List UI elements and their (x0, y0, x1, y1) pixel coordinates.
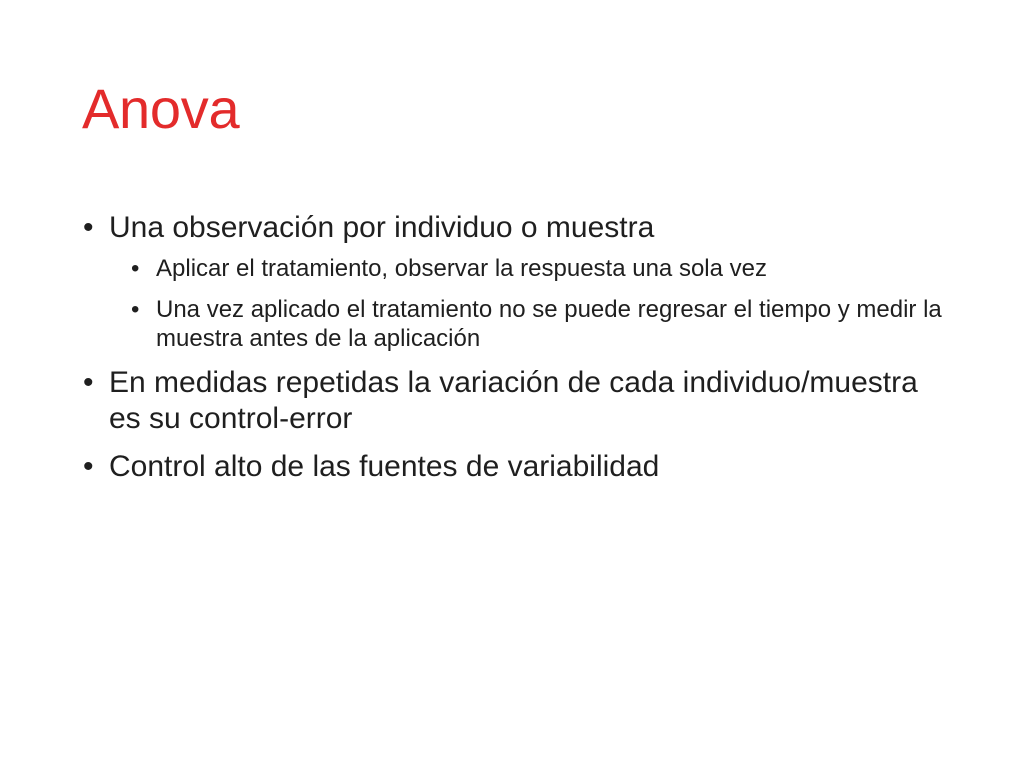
bullet-icon: • (131, 255, 140, 282)
bullet-icon: • (131, 296, 140, 323)
bullet-icon: • (83, 450, 94, 483)
sub-bullet-list (109, 254, 942, 353)
bullet-icon: • (83, 211, 94, 244)
sub-bullet-text: Aplicar el tratamiento, observar la respuesta una sola vez (156, 255, 767, 282)
slide-title: Anova (82, 77, 240, 140)
bullet-item-2 (82, 365, 942, 437)
bullet-text: Una observación por individuo o muestra (109, 211, 655, 244)
bullet-item-3 (82, 449, 942, 485)
bullet-text: Control alto de las fuentes de variabilidad (109, 450, 660, 483)
bullet-text: En medidas repetidas la variación de cada individuo/muestra es su control-error (109, 366, 918, 435)
bullet-icon: • (83, 366, 94, 399)
bullet-item-1 (82, 210, 942, 353)
slide-content (82, 210, 942, 497)
sub-bullet-item-2 (131, 295, 942, 353)
sub-bullet-text: Una vez aplicado el tratamiento no se puede regresar el tiempo y medir la muestra antes de la aplicación (156, 296, 942, 352)
sub-bullet-item-1 (131, 254, 942, 283)
bullet-list (82, 210, 942, 485)
